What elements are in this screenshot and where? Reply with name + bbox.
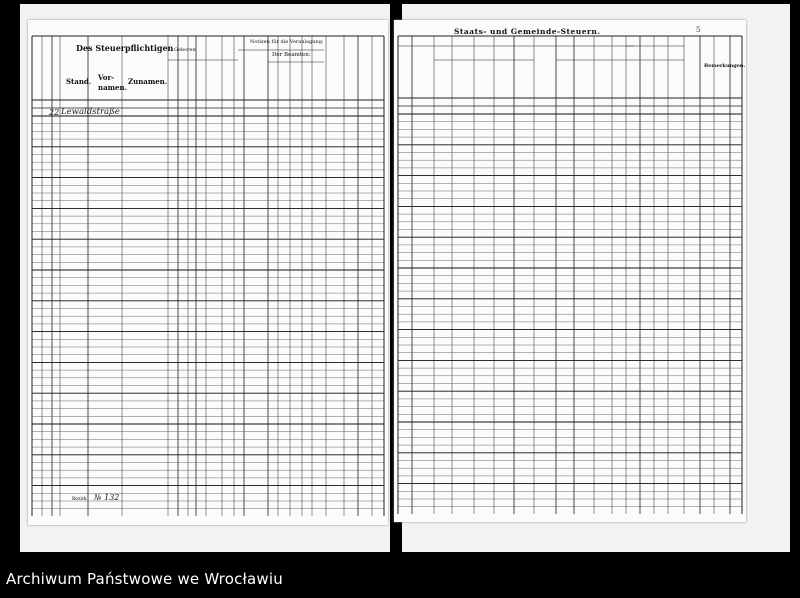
handwritten-row-number: 22 [49,108,60,117]
right-page-grid [394,20,746,522]
bezirk-number: № 132 [94,493,120,502]
col-vornamen-2: namen. [98,83,128,92]
col-bemerkungen: Bemerkungen. [704,63,746,69]
col-geboren: Geboren [174,47,196,53]
archive-caption: Archiwum Państwowe we Wrocławiu [6,570,283,588]
col-der-beamten: Der Beamten: [272,52,311,58]
col-notizen: Notizen für die Veranlagung: [250,39,324,45]
ledger-left-page [28,20,388,525]
ledger-right-page [394,20,746,522]
right-page-title: Staats- und Gemeinde-Steuern. [454,27,601,36]
left-page-title: Des Steuerpflichtigen [76,43,174,53]
left-page-grid [28,20,388,525]
bezirk-label: Bezirk [72,497,87,502]
page-number: 5 [696,26,701,34]
col-vornamen: Vor- [98,73,115,82]
col-zunamen: Zunamen. [128,77,168,86]
col-stand: Stand. [66,77,92,86]
handwritten-street-entry: Lewaldstraße [61,107,120,117]
